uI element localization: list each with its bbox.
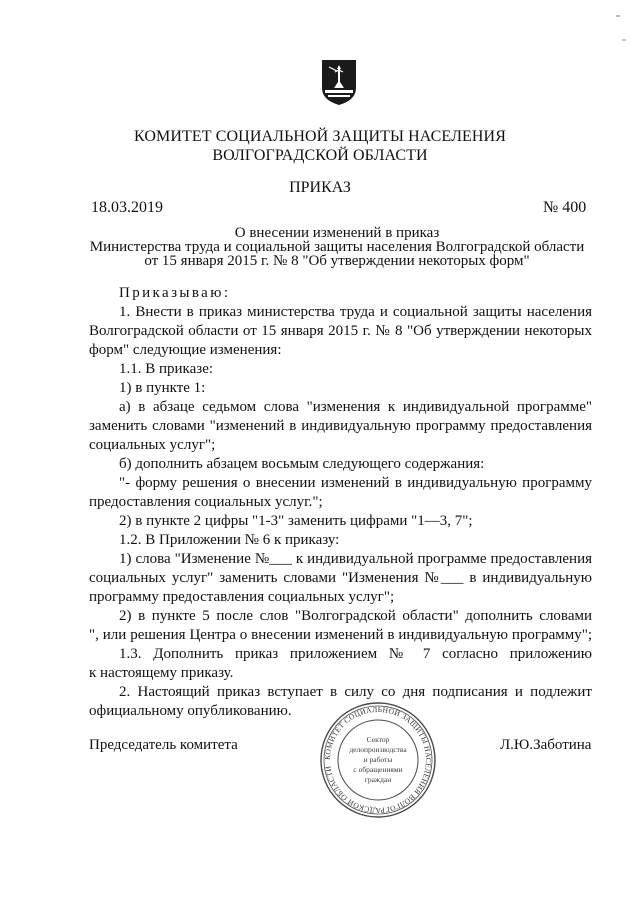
item-e-line1: 1.3. Дополнить приказ приложением № 7 согласно приложению [119, 646, 592, 662]
item-b-line2: "- форму решения о внесении изменений в индивидуальную программу [119, 475, 592, 491]
item-e-line2: к настоящему приказу. [89, 665, 234, 681]
item-c-line3: программу предоставления социальных услуг"; [89, 589, 395, 605]
order-word-text: Приказываю: [119, 285, 231, 301]
p1-line3: форм" следующие изменения: [89, 342, 282, 358]
item-f-line1: 2. Настоящий приказ вступает в силу со дня подписания и подлежит [119, 684, 592, 700]
org-name-line1: КОМИТЕТ СОЦИАЛЬНОЙ ЗАЩИТЫ НАСЕЛЕНИЯ [134, 128, 506, 145]
volgograd-coat-of-arms-icon [320, 58, 358, 106]
item-a-line1: а) в абзаце седьмом слова "изменения к индивидуальной программе" [119, 399, 592, 415]
stamp-center-line2: делопроизводства [349, 745, 407, 754]
item-a-line2: заменить словами "изменений в индивидуальную программу предоставления [89, 418, 592, 434]
subject-line1: О внесении изменений в приказ [234, 225, 440, 241]
stamp-center-line1: Сектор [366, 735, 390, 744]
item-b-line1: б) дополнить абзацем восьмым следующего содержания: [119, 456, 485, 472]
stamp-center-line4: с обращениями [353, 765, 403, 774]
order-word [89, 284, 592, 303]
stamp-ring-text: КОМИТЕТ СОЦИАЛЬНОЙ ЗАЩИТЫ НАСЕЛЕНИЯ ВОЛГОГРАДСКОЙ ОБЛАСТИ [322, 704, 434, 816]
p1-line2: Волгоградской области от 15 января 2015 г. № 8 "Об утверждении некоторых [89, 323, 592, 339]
p1-1: 1.1. В приказе: [119, 361, 214, 377]
stamp-center-line5: граждан [364, 775, 392, 784]
scan-marks [610, 10, 630, 50]
item-f-line2: официальному опубликованию. [89, 703, 292, 719]
org-name-line2: ВОЛГОГРАДСКОЙ ОБЛАСТИ [212, 147, 428, 164]
document-number: № 400 [543, 199, 587, 216]
item-d-line1: 2) в пункте 5 после слов "Волгоградской области" дополнить словами [119, 608, 592, 624]
p1-1-1: 1) в пункте 1: [119, 380, 206, 396]
p1-2: 1.2. В Приложении № 6 к приказу: [119, 532, 340, 548]
paragraph-1 [89, 303, 592, 721]
document-type: ПРИКАЗ [289, 179, 351, 196]
document-date: 18.03.2019 [91, 199, 163, 216]
item-c-line2: социальных услуг" заменить словами "Изменения №___ в индивидуальную [89, 570, 592, 586]
item-d-line2: ", или решения Центра о внесении изменений в индивидуальную программу"; [89, 627, 592, 643]
subject-line3: от 15 января 2015 г. № 8 "Об утверждении некоторых форм" [144, 253, 530, 269]
signer-title: Председатель комитета [89, 737, 238, 753]
subject-line2: Министерства труда и социальной защиты населения Волгоградской области [89, 239, 585, 255]
official-stamp [318, 700, 438, 820]
item-b-line3: предоставления социальных услуг."; [89, 494, 323, 510]
item-a-line3: социальных услуг"; [89, 437, 216, 453]
item-c-line1: 1) слова "Изменение №___ к индивидуальной программе предоставления [119, 551, 592, 567]
stamp-center-line3: и работы [363, 755, 393, 764]
signer-name: Л.Ю.Заботина [500, 737, 592, 753]
p1-line1: 1. Внести в приказ министерства труда и социальной защиты населения [119, 304, 592, 320]
item-2: 2) в пункте 2 цифры "1-3" заменить цифрами "1—3, 7"; [119, 513, 473, 529]
